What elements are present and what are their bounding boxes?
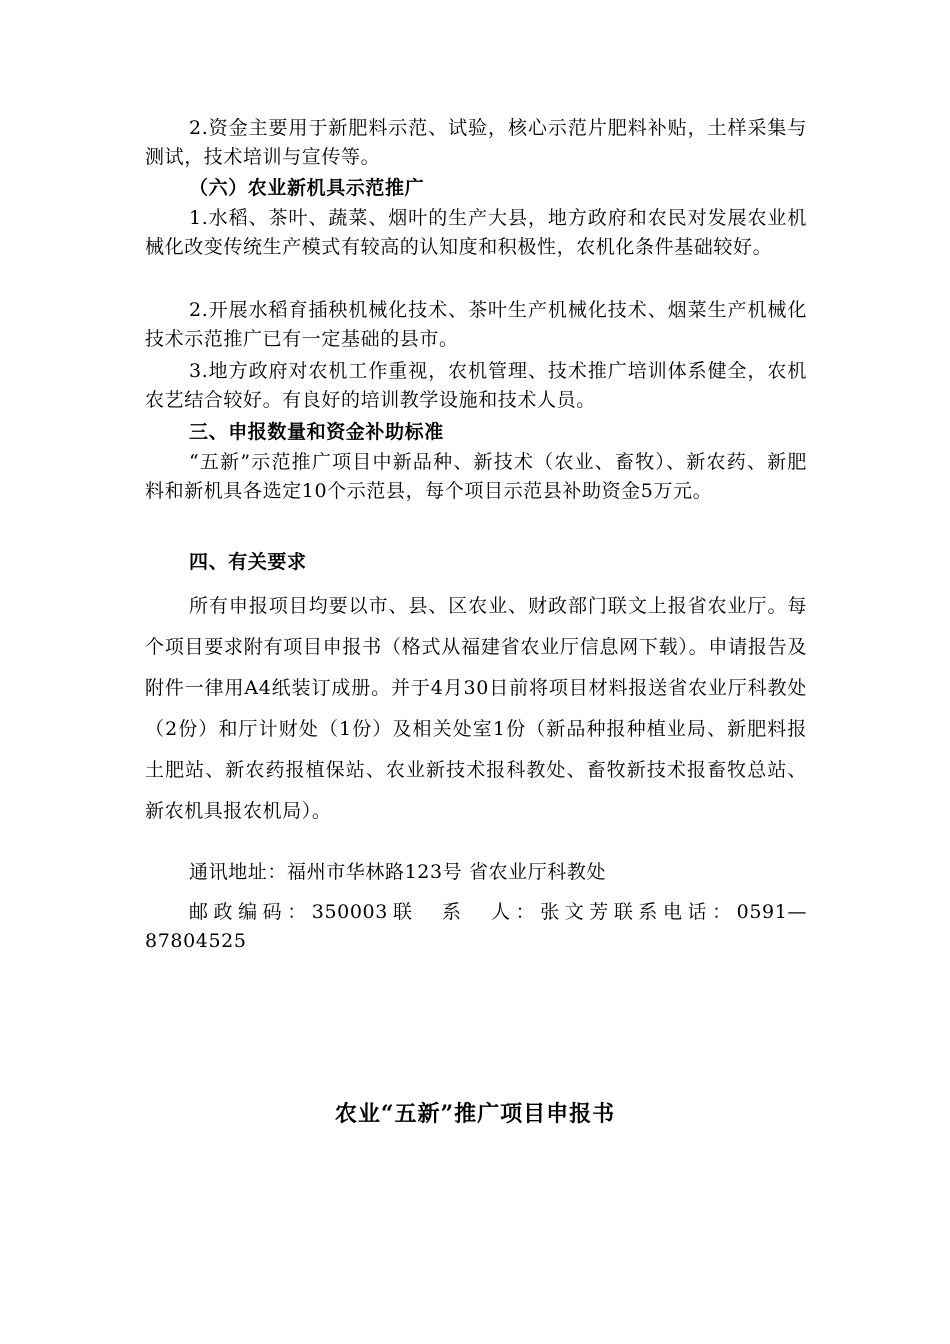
paragraph-quantity-subsidy: “五新”示范推广项目中新品种、新技术（农业、畜牧）、新农药、新肥料和新机具各选定10个示范县，每个项目示范县补助资金5万元。 bbox=[145, 451, 807, 502]
paragraph-machinery-criterion-2: 2.开展水稻育插秧机械化技术、茶叶生产机械化技术、烟菜生产机械化技术示范推广已有一定基础的县市。 bbox=[145, 299, 807, 350]
paragraph-machinery-criterion-3: 3.地方政府对农机工作重视，农机管理、技术推广培训体系健全，农机农艺结合较好。有良好的培训教学设施和技术人员。 bbox=[145, 360, 807, 411]
paragraph-fund-usage: 2.资金主要用于新肥料示范、试验，核心示范片肥料补贴，土样采集与测试，技术培训与宣传等。 bbox=[145, 117, 807, 168]
contact-address: 通讯地址：福州市华林路123号 省农业厅科教处 bbox=[189, 861, 607, 883]
paragraph-requirements: 所有申报项目均要以市、县、区农业、财政部门联文上报省农业厅。每个项目要求附有项目申报书（格式从福建省农业厅信息网下载）。申请报告及附件一律用A4纸装订成册。并于4月30日前将项目材料报送省农业厅科教处（2份）和厅计财处（1份）及相关处室1份（新品种报种植业局、新肥料报土肥站、新农药报植保站、农业新技术报科教处、畜牧新技术报畜牧总站、新农机具报农机局）。 bbox=[145, 595, 807, 822]
section-heading-new-machinery: （六）农业新机具示范推广 bbox=[189, 177, 425, 199]
section-heading-quantity-subsidy: 三、申报数量和资金补助标准 bbox=[189, 421, 444, 443]
form-title: 农业“五新”推广项目申报书 bbox=[334, 1101, 616, 1127]
section-heading-requirements: 四、有关要求 bbox=[189, 551, 307, 573]
contact-postcode-person-phone: 邮政编码：350003联 系 人：张文芳联系电话：0591—87804525 bbox=[145, 901, 807, 952]
paragraph-machinery-criterion-1: 1.水稻、茶叶、蔬菜、烟叶的生产大县，地方政府和农民对发展农业机械化改变传统生产模式有较高的认知度和积极性，农机化条件基础较好。 bbox=[145, 207, 807, 258]
